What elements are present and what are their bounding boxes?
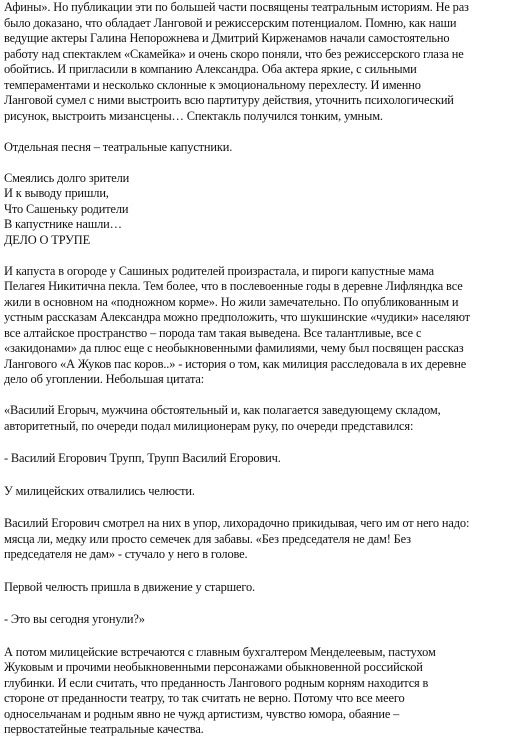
quote-vasily-intro: «Василий Егорыч, мужчина обстоятельный и, как полагается заведующему складом, авторитетный, по очереди подал милиционерам руку, по очереди представился: xyxy=(4,403,441,433)
paragraph-intro: Афины». Но публикации эти по большей части посвящены театральным историям. Не раз было доказано, что обладает Ланговой и режиссерским потенциалом. Помню, как наши ведущие актеры Галина Непорожнева и Дмитрий Кирженамов начали самостоятельно работу над спектаклем «Скамейка» и очень скоро поняли, что без режиссерского глаза не обойтись. И пригласили в компанию Александра. Оба актера яркие, с сильными темпераментами и несколько склонные к эмоциональному перехлесту. И именно Ланговой сумел с ними выстроить всю партитуру действия, уточнить психологический рисунок, выстроить мизансцены… Спектакль получился тонким, умным. xyxy=(4,0,469,123)
paragraph-kapusta: И капуста в огороде у Сашиных родителей произрастала, и пироги капустные мама Пелагея Никитична пекла. Тем более, что в послевоенные годы в деревне Лифляндка все жили в основном на «подножном корме». Но жили замечательно. По опубликованным и устным рассказам Александра можно предположить, что шукшинские «чудики» населяют все алтайское пространство – порода там такая выведена. Все талантливые, все с «закидонами» да плюс еще с необыкновенными фамилиями, чему был посвящен рассказ Лангового «А Жуков пас коров..» - история о том, как милиция расследовала в их деревне дело об угоплении. Небольшая цитата: xyxy=(4,263,470,386)
quote-question: - Это вы сегодня угонули?» xyxy=(4,612,145,626)
quote-stare: Василий Егорович смотрел на них в упор, лихорадочно прикидывая, чего им от него надо: мясца ли, медку или просто семечек для забавы. «Без председателя не дам! Без председателя не дам» - стучало у него в голове. xyxy=(4,516,470,561)
poem-and-heading: Смеялись долго зрители И к выводу пришли, Что Сашеньку родители В капустнике нашли… ДЕЛО О ТРУПЕ xyxy=(4,170,130,247)
quote-first-jaw: Первой челюсть пришла в движение у старшего. xyxy=(4,579,255,594)
quote-jaws: У милицейских отвалились челюсти. xyxy=(4,483,195,498)
quote-trupp-name: - Василий Егорович Трупп, Трупп Василий Егорович. xyxy=(4,451,281,465)
paragraph-kapustniki: Отдельная песня – театральные капустники. xyxy=(4,139,233,154)
paragraph-closing: А потом милицейские встречаются с главным бухгалтером Менделеевым, пастухом Жуковым и прочими необыкновенными персонажами обыкновенной российской глубинки. И если считать, что преданность Лангового родным корням находится в стороне от преданности театру, то так считать не верно. Потому что все меего односельчанам и родным явно не чужд артистизм, чувство юмора, обаяние – первостатейные театральные качества. xyxy=(4,644,436,736)
